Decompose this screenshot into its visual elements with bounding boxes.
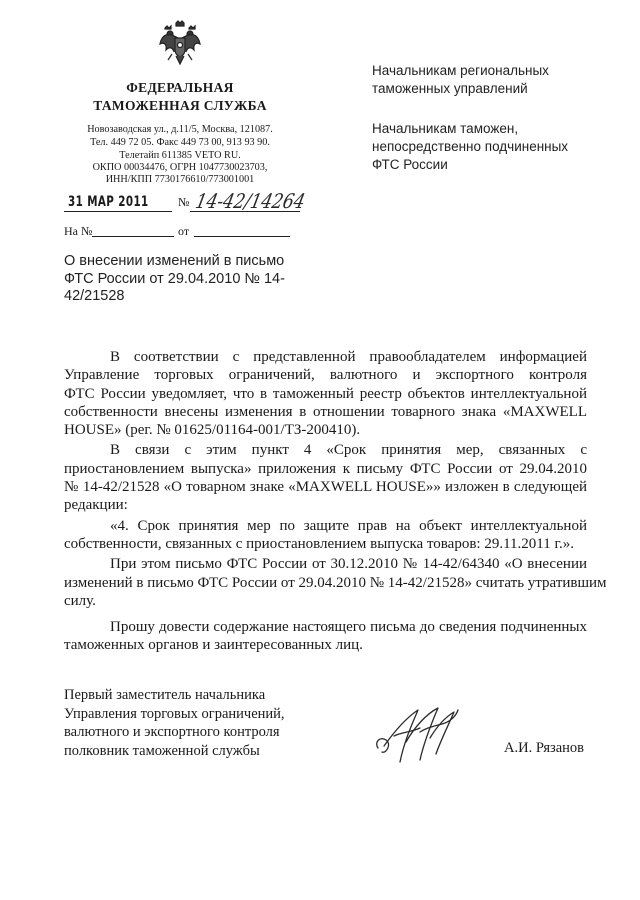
- body-line: собственности внесены изменения в отношении товарного знака «MAXWELL: [64, 403, 587, 420]
- body-line: собственности, связанных с приостановлением выпуска товаров: 29.11.2011 г.».: [64, 535, 574, 552]
- sender-okpo-ogrn: ОКПО 00034476, ОГРН 1047730023703,: [92, 162, 268, 173]
- body-line: ФТС России уведомляет, что в таможенный реестр объектов интеллектуальной: [64, 385, 587, 402]
- handwritten-signature: [372, 702, 464, 772]
- signer-name: А.И. Рязанов: [504, 740, 585, 756]
- addressee-customs-heads: [372, 120, 612, 174]
- divider: [64, 211, 172, 212]
- registration-date-stamp: 31 МАР 2011: [68, 194, 149, 210]
- sender-teletype: Телетайп 611385 VETO RU.: [119, 150, 241, 161]
- reply-to-number-label: На №: [64, 224, 93, 238]
- signer-position-line: полковник таможенной службы: [64, 742, 260, 759]
- addressee-line: ФТС России: [372, 157, 448, 172]
- body-line: силу.: [64, 592, 96, 609]
- addressee-line: непосредственно подчиненных: [372, 139, 569, 154]
- letter-subject: [64, 253, 294, 306]
- paragraph: [64, 618, 587, 655]
- body-line: Прошу довести содержание настоящего письма до сведения подчиненных: [110, 619, 587, 636]
- divider: [92, 236, 174, 237]
- signer-position-line: валютного и экспортного контроля: [64, 724, 280, 740]
- registration-number-handwritten: 14-42/14264: [193, 189, 308, 213]
- letter-body: [64, 348, 607, 655]
- subject-line: ФТС России от 29.04.2010 № 14-: [64, 270, 285, 287]
- body-line: В соответствии с представленной правообладателем информацией: [110, 349, 587, 365]
- paragraph: [64, 517, 587, 554]
- addressee-line: Начальникам таможен,: [372, 121, 519, 136]
- divider: [194, 236, 290, 237]
- number-sign: №: [178, 195, 190, 209]
- signer-position-line: Первый заместитель начальника: [64, 687, 266, 703]
- body-line: «4. Срок принятия мер по защите прав на объект интеллектуальной: [110, 517, 587, 534]
- addressee-line: Начальникам региональных: [372, 63, 549, 78]
- body-line: HOUSE» (рег. № 01625/01164-001/ТЗ-200410).: [64, 422, 361, 439]
- signer-position: [64, 686, 285, 760]
- body-line: редакции:: [64, 497, 128, 514]
- subject-line: О внесении изменений в письмо: [64, 253, 285, 269]
- paragraph: [64, 555, 607, 610]
- body-line: При этом письмо ФТС России от 30.12.2010 № 14-42/64340 «О внесении: [110, 556, 587, 573]
- body-line: изменений в письмо ФТС России от 29.04.2010 № 14-42/21528» считать утратившим: [64, 574, 607, 591]
- paragraph: [64, 348, 587, 439]
- subject-line: 42/21528: [64, 288, 125, 304]
- body-line: № 14-42/21528 «О товарном знаке «MAXWELL HOUSE»» изложен в следующей: [64, 479, 587, 496]
- addressee-regional-directorates: [372, 62, 612, 98]
- addressee-line: таможенных управлений: [372, 81, 528, 96]
- paragraph: [64, 441, 587, 514]
- body-line: В связи с этим пункт 4 «Срок принятия мер, связанных с: [110, 442, 587, 459]
- organization-name-line1: ФЕДЕРАЛЬНАЯ: [126, 80, 234, 95]
- sender-address: Новозаводская ул., д.11/5, Москва, 121087.: [87, 124, 273, 135]
- divider: [190, 211, 300, 212]
- organization-name-line2: ТАМОЖЕННАЯ СЛУЖБА: [93, 98, 267, 113]
- signer-position-line: Управления торговых ограничений,: [64, 705, 285, 722]
- body-line: Управление торговых ограничений, валютного и экспортного контроля: [64, 367, 587, 384]
- reply-to-date-label: от: [178, 224, 190, 238]
- sender-inn-kpp: ИНН/КПП 7730176610/773001001: [105, 174, 255, 185]
- double-headed-eagle-icon: [158, 20, 202, 68]
- body-line: таможенных органов и заинтересованных лиц.: [64, 637, 363, 654]
- body-line: приостановлением выпуска» приложения к письму ФТС России от 29.04.2010: [64, 460, 587, 477]
- sender-phone-fax: Тел. 449 72 05. Факс 449 73 00, 913 93 90.: [90, 137, 270, 148]
